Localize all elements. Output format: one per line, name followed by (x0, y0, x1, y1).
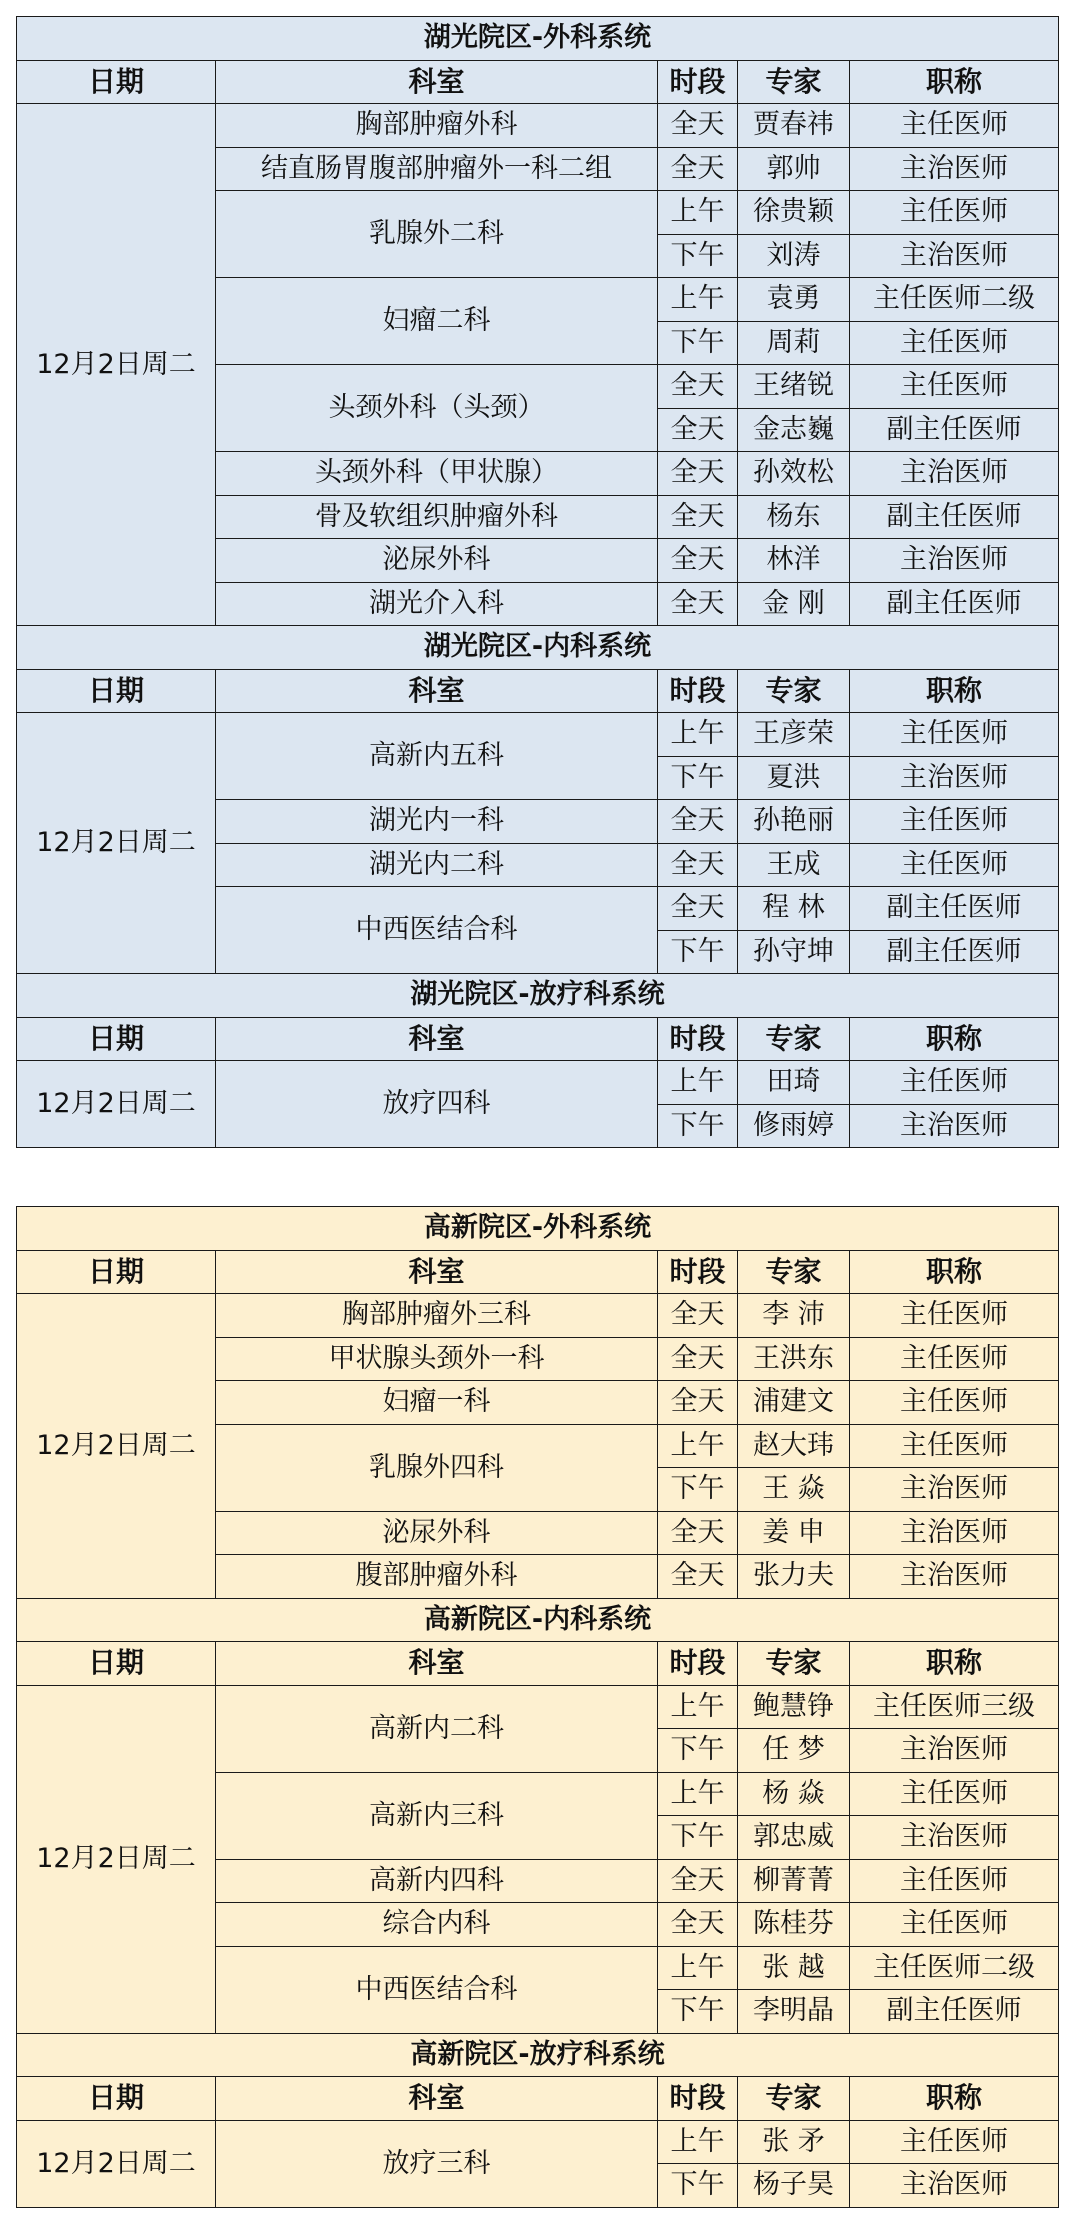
expert-cell: 袁勇 (738, 278, 850, 322)
time-cell: 上午 (658, 2120, 738, 2164)
dept-cell: 胸部肿瘤外科 (216, 104, 658, 148)
time-header: 时段 (658, 2077, 738, 2121)
expert-cell: 杨 焱 (738, 1772, 850, 1816)
dept-cell: 中西医结合科 (216, 1946, 658, 2033)
section-title: 高新院区-内科系统 (17, 1598, 1059, 1642)
title-cell: 主治医师 (850, 1511, 1059, 1555)
dept-cell: 湖光介入科 (216, 582, 658, 626)
title-cell: 主任医师二级 (850, 278, 1059, 322)
section-title: 湖光院区-内科系统 (17, 626, 1059, 670)
expert-cell: 任 梦 (738, 1729, 850, 1773)
expert-header: 专家 (738, 1642, 850, 1686)
title-cell: 主治医师 (850, 147, 1059, 191)
expert-cell: 柳菁菁 (738, 1859, 850, 1903)
dept-header: 科室 (216, 2077, 658, 2121)
expert-cell: 林洋 (738, 539, 850, 583)
dept-cell: 乳腺外二科 (216, 191, 658, 278)
title-cell: 副主任医师 (850, 582, 1059, 626)
expert-cell: 程 林 (738, 887, 850, 931)
expert-cell: 周莉 (738, 321, 850, 365)
date-cell: 12月2日周二 (17, 1061, 216, 1148)
dept-cell: 高新内二科 (216, 1685, 658, 1772)
time-cell: 全天 (658, 104, 738, 148)
table-row (17, 1685, 1059, 1729)
time-cell: 全天 (658, 1555, 738, 1599)
dept-cell: 湖光内一科 (216, 800, 658, 844)
expert-cell: 杨东 (738, 495, 850, 539)
title-cell: 主任医师二级 (850, 1946, 1059, 1990)
section-title: 湖光院区-放疗科系统 (17, 974, 1059, 1018)
expert-cell: 金志巍 (738, 408, 850, 452)
time-cell: 上午 (658, 713, 738, 757)
title-cell: 副主任医师 (850, 930, 1059, 974)
date-header: 日期 (17, 2077, 216, 2121)
expert-cell: 鲍慧铮 (738, 1685, 850, 1729)
title-cell: 主治医师 (850, 452, 1059, 496)
dept-cell: 湖光内二科 (216, 843, 658, 887)
expert-cell: 王成 (738, 843, 850, 887)
time-cell: 全天 (658, 887, 738, 931)
expert-cell: 张 越 (738, 1946, 850, 1990)
expert-cell: 浦建文 (738, 1381, 850, 1425)
title-cell: 主任医师 (850, 321, 1059, 365)
time-header: 时段 (658, 1017, 738, 1061)
time-cell: 下午 (658, 1729, 738, 1773)
time-cell: 下午 (658, 234, 738, 278)
title-header: 职称 (850, 60, 1059, 104)
huguang-schedule-table (16, 16, 1059, 1148)
title-cell: 主治医师 (850, 1104, 1059, 1148)
expert-header: 专家 (738, 1017, 850, 1061)
expert-cell: 徐贵颖 (738, 191, 850, 235)
title-cell: 主任医师 (850, 1859, 1059, 1903)
dept-cell: 妇瘤二科 (216, 278, 658, 365)
dept-header: 科室 (216, 1017, 658, 1061)
time-cell: 上午 (658, 1685, 738, 1729)
dept-cell: 头颈外科（头颈） (216, 365, 658, 452)
column-header-row (17, 1250, 1059, 1294)
expert-cell: 修雨婷 (738, 1104, 850, 1148)
time-cell: 上午 (658, 1424, 738, 1468)
section-title-row (17, 1207, 1059, 1251)
expert-cell: 孙效松 (738, 452, 850, 496)
time-cell: 上午 (658, 1946, 738, 1990)
column-header-row (17, 1642, 1059, 1686)
dept-cell: 头颈外科（甲状腺） (216, 452, 658, 496)
title-cell: 副主任医师 (850, 1990, 1059, 2034)
title-cell: 主任医师 (850, 1294, 1059, 1338)
time-cell: 全天 (658, 452, 738, 496)
title-cell: 主治医师 (850, 2164, 1059, 2208)
dept-cell: 高新内三科 (216, 1772, 658, 1859)
table-row (17, 1061, 1059, 1105)
title-cell: 主任医师 (850, 365, 1059, 409)
time-header: 时段 (658, 669, 738, 713)
date-cell: 12月2日周二 (17, 104, 216, 626)
time-cell: 下午 (658, 930, 738, 974)
time-cell: 下午 (658, 1104, 738, 1148)
title-header: 职称 (850, 1017, 1059, 1061)
time-cell: 下午 (658, 756, 738, 800)
section-title-row (17, 2033, 1059, 2077)
section-title: 高新院区-放疗科系统 (17, 2033, 1059, 2077)
time-cell: 全天 (658, 1294, 738, 1338)
time-cell: 下午 (658, 321, 738, 365)
title-cell: 主任医师 (850, 104, 1059, 148)
expert-cell: 夏洪 (738, 756, 850, 800)
section-title-row (17, 17, 1059, 61)
dept-cell: 高新内五科 (216, 713, 658, 800)
expert-cell: 陈桂芬 (738, 1903, 850, 1947)
date-cell: 12月2日周二 (17, 713, 216, 974)
time-cell: 全天 (658, 582, 738, 626)
expert-cell: 郭帅 (738, 147, 850, 191)
time-cell: 下午 (658, 1990, 738, 2034)
dept-header: 科室 (216, 1642, 658, 1686)
expert-cell: 王洪东 (738, 1337, 850, 1381)
dept-header: 科室 (216, 669, 658, 713)
table-body (17, 1207, 1059, 2208)
title-cell: 主任医师 (850, 1337, 1059, 1381)
date-cell: 12月2日周二 (17, 1294, 216, 1599)
dept-header: 科室 (216, 60, 658, 104)
expert-cell: 孙艳丽 (738, 800, 850, 844)
dept-cell: 中西医结合科 (216, 887, 658, 974)
title-cell: 主治医师 (850, 756, 1059, 800)
time-cell: 上午 (658, 278, 738, 322)
section-title: 高新院区-外科系统 (17, 1207, 1059, 1251)
title-cell: 主任医师 (850, 191, 1059, 235)
column-header-row (17, 60, 1059, 104)
title-cell: 主任医师三级 (850, 1685, 1059, 1729)
dept-cell: 甲状腺头颈外一科 (216, 1337, 658, 1381)
time-cell: 全天 (658, 495, 738, 539)
title-cell: 主任医师 (850, 1424, 1059, 1468)
title-header: 职称 (850, 1250, 1059, 1294)
table-row (17, 104, 1059, 148)
title-cell: 副主任医师 (850, 408, 1059, 452)
expert-cell: 郭忠威 (738, 1816, 850, 1860)
section-title-row (17, 626, 1059, 670)
table-row (17, 1294, 1059, 1338)
title-cell: 主治医师 (850, 539, 1059, 583)
expert-cell: 张 矛 (738, 2120, 850, 2164)
time-header: 时段 (658, 1642, 738, 1686)
date-header: 日期 (17, 1017, 216, 1061)
date-header: 日期 (17, 1642, 216, 1686)
time-cell: 下午 (658, 1468, 738, 1512)
title-cell: 主任医师 (850, 1903, 1059, 1947)
date-header: 日期 (17, 669, 216, 713)
expert-cell: 杨子昊 (738, 2164, 850, 2208)
expert-cell: 姜 申 (738, 1511, 850, 1555)
dept-cell: 胸部肿瘤外三科 (216, 1294, 658, 1338)
expert-cell: 王 焱 (738, 1468, 850, 1512)
expert-cell: 王彦荣 (738, 713, 850, 757)
title-cell: 主任医师 (850, 713, 1059, 757)
title-cell: 主任医师 (850, 843, 1059, 887)
dept-cell: 骨及软组织肿瘤外科 (216, 495, 658, 539)
title-cell: 主任医师 (850, 1381, 1059, 1425)
expert-cell: 刘涛 (738, 234, 850, 278)
section-title-row (17, 1598, 1059, 1642)
dept-cell: 妇瘤一科 (216, 1381, 658, 1425)
time-header: 时段 (658, 1250, 738, 1294)
time-cell: 全天 (658, 1511, 738, 1555)
time-cell: 全天 (658, 147, 738, 191)
title-cell: 副主任医师 (850, 495, 1059, 539)
column-header-row (17, 2077, 1059, 2121)
title-cell: 主任医师 (850, 1061, 1059, 1105)
title-header: 职称 (850, 2077, 1059, 2121)
time-header: 时段 (658, 60, 738, 104)
dept-cell: 泌尿外科 (216, 1511, 658, 1555)
expert-cell: 李明晶 (738, 1990, 850, 2034)
gaoxin-schedule-table (16, 1206, 1059, 2208)
date-cell: 12月2日周二 (17, 2120, 216, 2207)
expert-cell: 金 刚 (738, 582, 850, 626)
table-row (17, 713, 1059, 757)
title-cell: 主治医师 (850, 1555, 1059, 1599)
dept-cell: 高新内四科 (216, 1859, 658, 1903)
column-header-row (17, 669, 1059, 713)
expert-cell: 孙守坤 (738, 930, 850, 974)
title-cell: 主治医师 (850, 1729, 1059, 1773)
time-cell: 全天 (658, 1859, 738, 1903)
time-cell: 上午 (658, 1061, 738, 1105)
time-cell: 全天 (658, 800, 738, 844)
table-body (17, 17, 1059, 1148)
time-cell: 下午 (658, 1816, 738, 1860)
expert-cell: 田琦 (738, 1061, 850, 1105)
column-header-row (17, 1017, 1059, 1061)
dept-cell: 综合内科 (216, 1903, 658, 1947)
date-cell: 12月2日周二 (17, 1685, 216, 2033)
dept-cell: 放疗四科 (216, 1061, 658, 1148)
dept-cell: 结直肠胃腹部肿瘤外一科二组 (216, 147, 658, 191)
dept-cell: 放疗三科 (216, 2120, 658, 2207)
time-cell: 上午 (658, 1772, 738, 1816)
dept-cell: 泌尿外科 (216, 539, 658, 583)
expert-cell: 贾春祎 (738, 104, 850, 148)
section-title-row (17, 974, 1059, 1018)
date-header: 日期 (17, 1250, 216, 1294)
dept-header: 科室 (216, 1250, 658, 1294)
dept-cell: 腹部肿瘤外科 (216, 1555, 658, 1599)
date-header: 日期 (17, 60, 216, 104)
dept-cell: 乳腺外四科 (216, 1424, 658, 1511)
time-cell: 全天 (658, 539, 738, 583)
expert-header: 专家 (738, 1250, 850, 1294)
title-cell: 主任医师 (850, 2120, 1059, 2164)
title-cell: 副主任医师 (850, 887, 1059, 931)
time-cell: 下午 (658, 2164, 738, 2208)
time-cell: 全天 (658, 1337, 738, 1381)
time-cell: 全天 (658, 408, 738, 452)
expert-header: 专家 (738, 2077, 850, 2121)
title-cell: 主任医师 (850, 800, 1059, 844)
expert-cell: 李 沛 (738, 1294, 850, 1338)
title-cell: 主治医师 (850, 1816, 1059, 1860)
section-title: 湖光院区-外科系统 (17, 17, 1059, 61)
expert-cell: 张力夫 (738, 1555, 850, 1599)
expert-cell: 王绪锐 (738, 365, 850, 409)
title-cell: 主治医师 (850, 1468, 1059, 1512)
expert-header: 专家 (738, 60, 850, 104)
time-cell: 全天 (658, 843, 738, 887)
title-header: 职称 (850, 1642, 1059, 1686)
time-cell: 全天 (658, 1381, 738, 1425)
time-cell: 上午 (658, 191, 738, 235)
title-header: 职称 (850, 669, 1059, 713)
title-cell: 主任医师 (850, 1772, 1059, 1816)
expert-cell: 赵大玮 (738, 1424, 850, 1468)
table-row (17, 2120, 1059, 2164)
expert-header: 专家 (738, 669, 850, 713)
title-cell: 主治医师 (850, 234, 1059, 278)
time-cell: 全天 (658, 365, 738, 409)
time-cell: 全天 (658, 1903, 738, 1947)
